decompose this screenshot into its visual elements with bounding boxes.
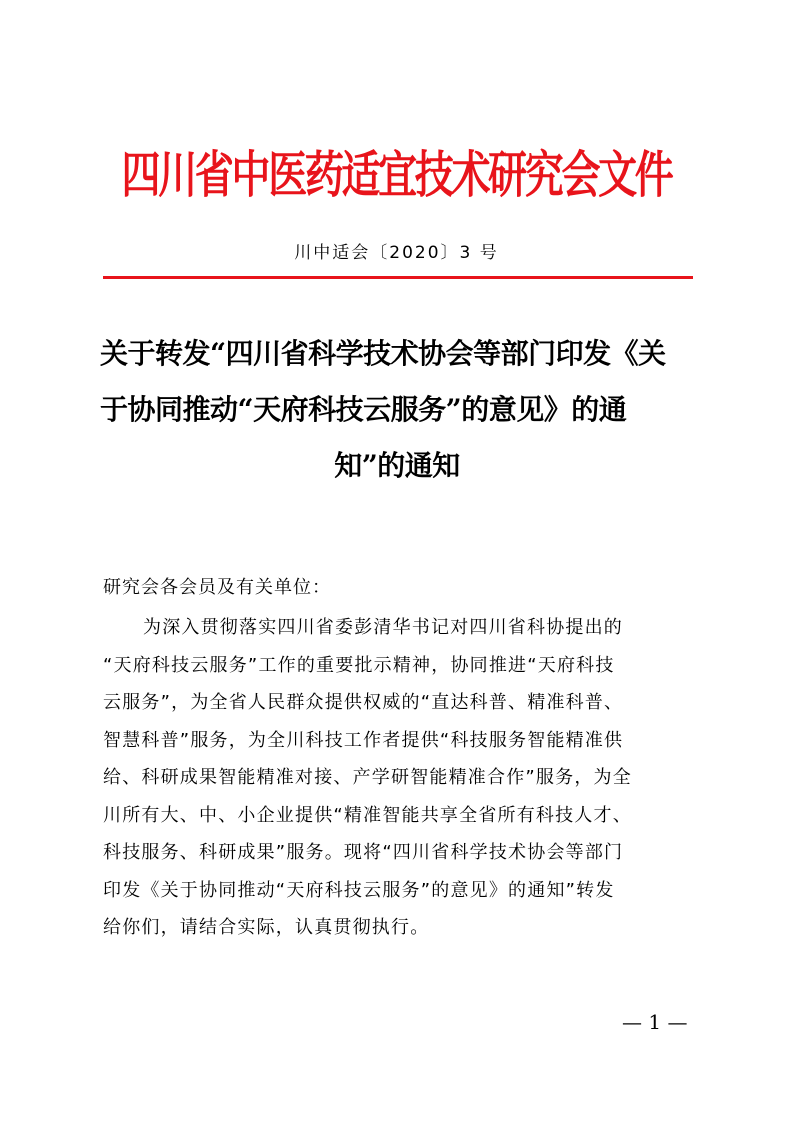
body-line: 云服务”，为全省人民群众提供权威的“直达科普、精准科普、 <box>103 692 624 713</box>
notice-title <box>100 326 694 494</box>
body-line: 给、科研成果智能精准对接、产学研智能精准合作”服务，为全 <box>103 767 632 788</box>
body-line: “天府科技云服务”工作的重要批示精神，协同推进“天府科技 <box>103 654 615 676</box>
body-line: 为深入贯彻落实四川省委彭清华书记对四川省科协提出的 <box>143 617 623 638</box>
document-number: 川中适会〔2020〕3 号 <box>294 243 499 263</box>
body-line: 川所有大、中、小企业提供“精准智能共享全省所有科技人才、 <box>103 804 632 826</box>
body-line: 智慧科普”服务，为全川科技工作者提供“科技服务智能精准供 <box>103 729 624 751</box>
red-divider-line <box>103 276 693 279</box>
addressee-line: 研究会各会员及有关单位： <box>103 577 331 598</box>
organization-header-title: 四川省中医药适宜技术研究会文件 <box>121 145 672 204</box>
body-line: 科技服务、科研成果”服务。现将“四川省科学技术协会等部门 <box>103 842 624 863</box>
page-number: — 1 — <box>622 1010 688 1034</box>
notice-title-line: 关于转发“四川省科学技术协会等部门印发《关 <box>100 337 666 370</box>
notice-title-line: 于协同推动“天府科技云服务”的意见》的通 <box>100 393 627 426</box>
body-line: 印发《关于协同推动“天府科技云服务”的意见》的通知”转发 <box>103 879 615 901</box>
notice-title-line: 知”的通知 <box>334 449 460 482</box>
body-line: 给你们，请结合实际，认真贯彻执行。 <box>103 917 430 938</box>
body-paragraph <box>103 609 697 947</box>
